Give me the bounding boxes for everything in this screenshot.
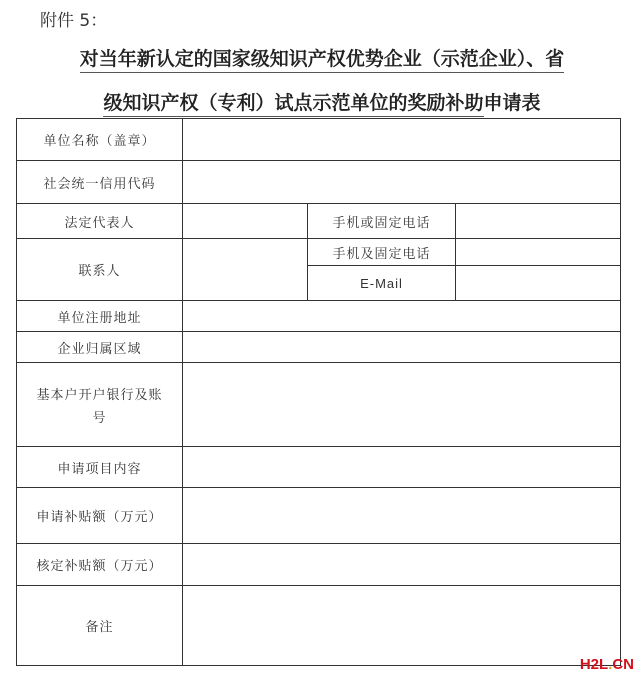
form-title-line-1 <box>0 44 644 71</box>
field-region[interactable] <box>183 332 621 363</box>
watermark-part1: H2L <box>579 656 609 673</box>
row-contact <box>17 239 621 266</box>
label-legal-rep: 法定代表人 <box>17 204 183 239</box>
attachment-label: 附件 5： <box>40 11 108 31</box>
label-bank <box>17 363 183 447</box>
field-project[interactable] <box>183 447 621 488</box>
label-region: 企业归属区域 <box>17 332 183 363</box>
label-legal-phone: 手机或固定电话 <box>308 204 456 239</box>
watermark-dot: . <box>608 656 613 673</box>
site-watermark-logo <box>580 656 634 673</box>
row-credit-code <box>17 161 621 204</box>
row-subsidy-applied <box>17 488 621 544</box>
field-remarks[interactable] <box>183 586 621 666</box>
field-legal-phone[interactable] <box>456 204 621 239</box>
form-title-line-2 <box>0 88 644 115</box>
label-unit-name: 单位名称（盖章） <box>17 119 183 161</box>
label-bank-line2: 号 <box>92 410 107 426</box>
row-address <box>17 301 621 332</box>
form-title-line-2-tail: 申请表 <box>483 92 541 114</box>
field-address[interactable] <box>183 301 621 332</box>
field-credit-code[interactable] <box>183 161 621 204</box>
row-bank <box>17 363 621 447</box>
label-contact: 联系人 <box>17 239 183 301</box>
row-legal-rep <box>17 204 621 239</box>
field-email[interactable] <box>456 266 621 301</box>
label-subsidy-applied: 申请补贴额（万元） <box>17 488 183 544</box>
row-project <box>17 447 621 488</box>
field-subsidy-applied[interactable] <box>183 488 621 544</box>
label-address: 单位注册地址 <box>17 301 183 332</box>
field-subsidy-approved[interactable] <box>183 544 621 586</box>
field-unit-name[interactable] <box>183 119 621 161</box>
form-title-line-2-text: 级知识产权（专利）试点示范单位的奖励补助 <box>103 92 483 117</box>
field-contact[interactable] <box>183 239 308 301</box>
label-credit-code: 社会统一信用代码 <box>17 161 183 204</box>
label-contact-phone: 手机及固定电话 <box>308 239 456 266</box>
application-form-table <box>16 118 621 666</box>
row-unit-name <box>17 119 621 161</box>
form-title-line-1-text: 对当年新认定的国家级知识产权优势企业（示范企业）、省 <box>80 48 565 73</box>
label-subsidy-approved: 核定补贴额（万元） <box>17 544 183 586</box>
field-contact-phone[interactable] <box>456 239 621 266</box>
label-email: E-Mail <box>308 266 456 301</box>
row-subsidy-approved <box>17 544 621 586</box>
row-remarks <box>17 586 621 666</box>
field-legal-rep[interactable] <box>183 204 308 239</box>
row-region <box>17 332 621 363</box>
watermark-part2: CN <box>612 656 634 673</box>
label-bank-line1: 基本户开户银行及账 <box>36 387 163 403</box>
field-bank[interactable] <box>183 363 621 447</box>
label-project: 申请项目内容 <box>17 447 183 488</box>
label-remarks: 备注 <box>17 586 183 666</box>
